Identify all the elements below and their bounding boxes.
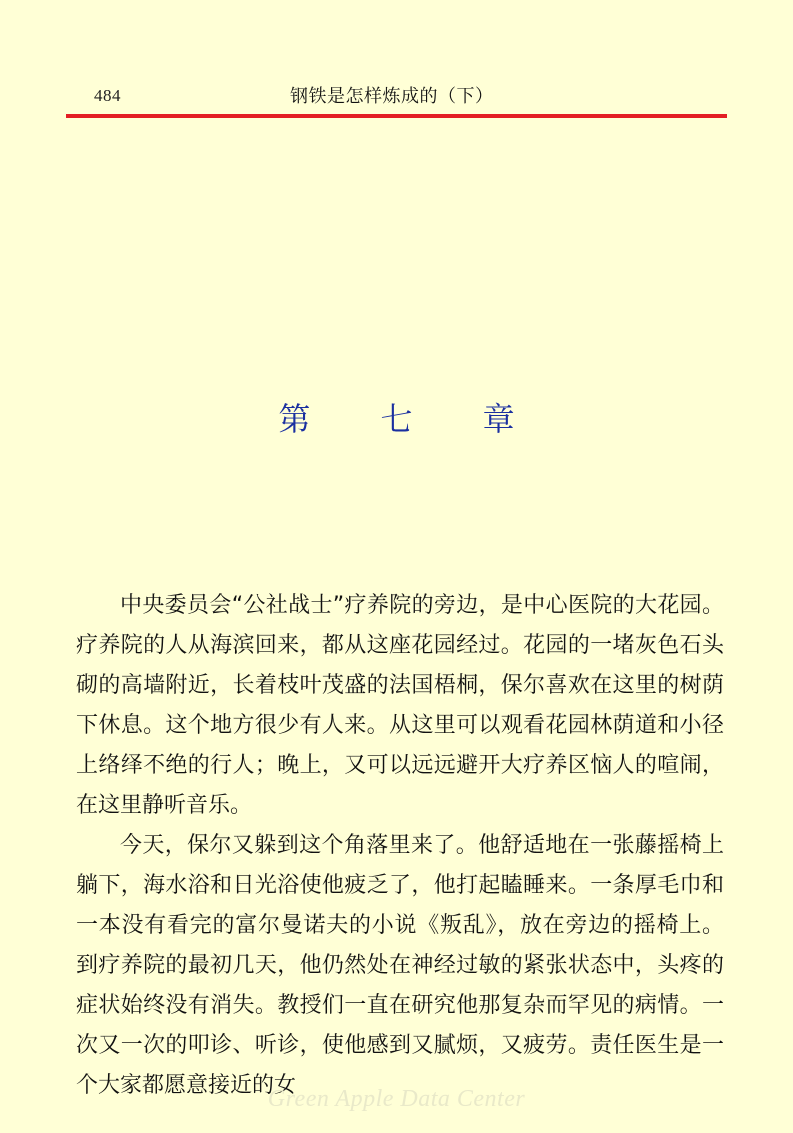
watermark: Green Apple Data Center [267,1086,526,1112]
header-divider [66,114,727,118]
page-number: 484 [94,86,121,105]
body-text [76,586,724,1106]
running-title: 钢铁是怎样炼成的（下） [290,86,494,107]
paragraph: 中央委员会“公社战士”疗养院的旁边，是中心医院的大花园。疗养院的人从海滨回来，都从这座花园经过。花园的一堵灰色石头砌的高墙附近，长着枝叶茂盛的法国梧桐，保尔喜欢在这里的树荫下休息。这个地方很少有人来。从这里可以观看花园林荫道和小径上络绎不绝的行人；晚上，又可以远远避开大疗养区恼人的喧闹，在这里静听音乐。 [76,593,724,818]
chapter-title: 第 七 章 [278,400,545,438]
paragraph: 今天，保尔又躲到这个角落里来了。他舒适地在一张藤摇椅上躺下，海水浴和日光浴使他疲乏了，他打起瞌睡来。一条厚毛巾和一本没有看完的富尔曼诺夫的小说《叛乱》，放在旁边的摇椅上。到疗养院的最初几天，他仍然处在神经过敏的紧张状态中，头疼的症状始终没有消失。教授们一直在研究他那复杂而罕见的病情。一次又一次的叩诊、听诊，使他感到又腻烦，又疲劳。责任医生是一个大家都愿意接近的女 [76,833,724,1098]
